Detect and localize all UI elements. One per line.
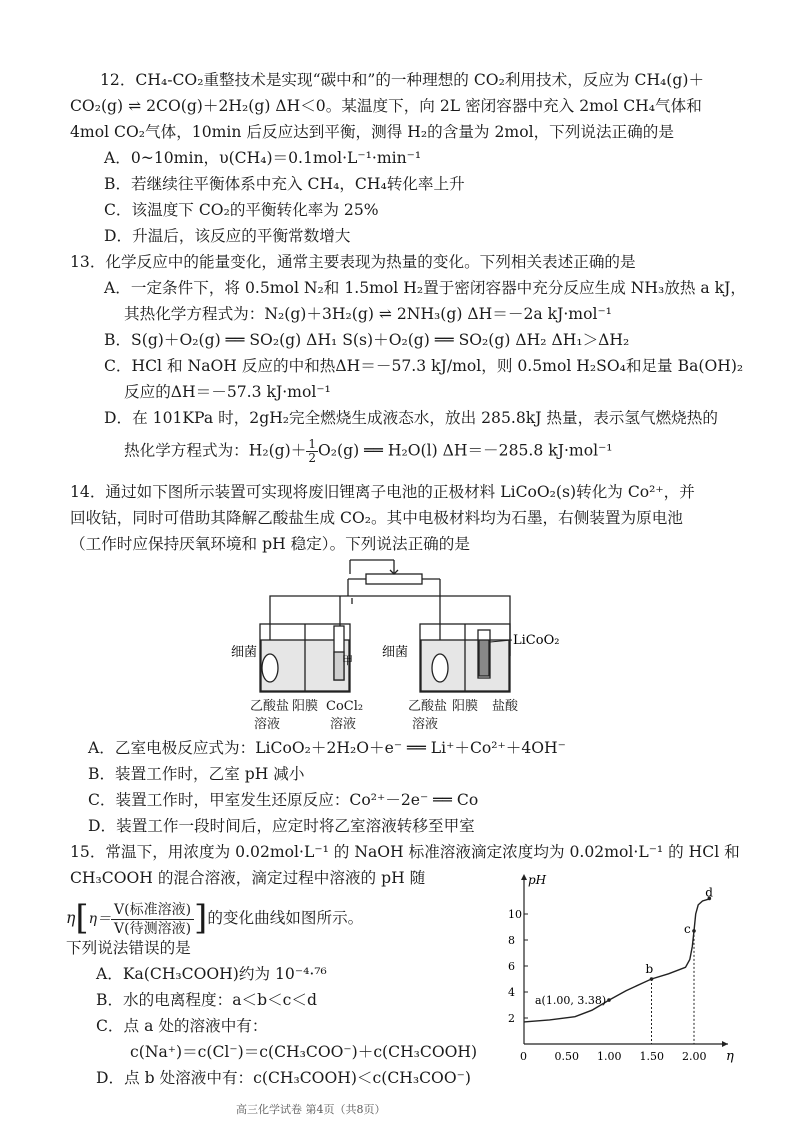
label-solution-1: 溶液 [254,717,281,732]
q14-line2: 回收钴，同时可借助其降解乙酸盐生成 CO₂。其中电极材料均为石墨，右侧装置为原电池 [70,509,683,527]
q12-option-b: B．若继续往平衡体系中充入 CH₄，CH₄转化率上升 [104,175,465,193]
label-cation-membrane-1: 阳膜 [292,699,319,714]
point-a-annotation: a(1.00, 3.38) [535,994,607,1008]
eta-fraction: $\frac{\text{V(标准溶液)}}{\text{V(待测溶液)}}$ [111,901,194,938]
q13-option-a1: A．一定条件下，将 0.5mol N₂和 1.5mol H₂置于密闭容器中充分反应生成 NH₃放热 a kJ， [104,279,746,297]
q15-option-b: B．水的电离程度：a＜b＜c＜d [96,991,317,1009]
q13-option-a2: 其热化学方程式为：N₂(g)＋3H₂(g) ⇌ 2NH₃(g) ΔH＝－2a kJ·mol⁻¹ [124,305,612,323]
q12-option-d: D．升温后，该反应的平衡常数增大 [104,227,351,245]
licoo2-label: LiCoO₂ [513,633,560,648]
label-acetate-2: 乙酸盐 [408,699,448,714]
y-axis-label: pH [528,873,547,887]
q14-option-b: B．装置工作时，乙室 pH 减小 [88,765,305,783]
y-tick-label: 2 [508,1012,515,1025]
x-tick-label: 0.50 [554,1050,579,1063]
q15-line2: CH₃COOH 的混合溶液，滴定过程中溶液的 pH 随 [70,869,426,887]
q13-option-c1: C．HCl 和 NaOH 反应的中和热ΔH＝－57.3 kJ/mol，则 0.5mol H₂SO₄和足量 Ba(OH)₂ [104,357,744,375]
left-electrolytic-cell [260,624,350,692]
jia-label: 甲 [342,654,353,667]
point-c-label: c [684,921,691,936]
q15-line1: 15．常温下，用浓度为 0.02mol·L⁻¹ 的 NaOH 标准溶液滴定浓度均为 0.02mol·L⁻¹ 的 HCl 和 [70,843,740,861]
q14-option-a: A．乙室电极反应式为：LiCoO₂＋2H₂O＋e⁻ ══ Li⁺＋Co²⁺＋4OH⁻ [88,739,566,757]
label-acetate-1: 乙酸盐 [250,699,290,714]
electrochemical-apparatus-diagram [230,556,570,734]
q13-option-d1: D．在 101KPa 时，2gH₂完全燃烧生成液态水，放出 285.8kJ 热量，表示氢气燃烧热的 [104,409,718,427]
q13-d2-part1: 热化学方程式为：H₂(g)＋ [124,441,307,460]
q14-line3: （工作时应保持厌氧环境和 pH 稳定）。下列说法正确的是 [70,535,470,553]
point-b-label: b [645,962,654,976]
q13-option-b: B．S(g)＋O₂(g) ══ SO₂(g) ΔH₁ S(s)＋O₂(g) ══ SO₂(g) ΔH₂ ΔH₁＞ΔH₂ [104,331,630,349]
bacteria-label-left: 细菌 [231,645,258,660]
q12-line3: 4mol CO₂气体，10min 后反应达到平衡，测得 H₂的含量为 2mol，下列说法正确的是 [70,123,674,141]
q13-line1: 13．化学反应中的能量变化，通常主要表现为热量的变化。下列相关表述正确的是 [70,253,636,271]
q12-option-c: C．该温度下 CO₂的平衡转化率为 25% [104,201,379,219]
label-cocl2: CoCl₂ [326,699,364,714]
x-axis-label: η [726,1049,734,1064]
q15-option-c1: C．点 a 处的溶液中有： [96,1017,268,1035]
x-tick-label: 1.00 [597,1050,622,1063]
y-tick-label: 4 [508,986,515,999]
q15-option-a: A．Ka(CH₃COOH)约为 10⁻⁴·⁷⁶ [96,965,327,983]
q15-line4: 下列说法错误的是 [66,939,191,957]
q15-option-c2: c(Na⁺)＝c(Cl⁻)＝c(CH₃COO⁻)＋c(CH₃COOH) [130,1043,478,1061]
q14-option-c: C．装置工作时，甲室发生还原反应：Co²⁺－2e⁻ ══ Co [88,791,479,809]
q15-eta-definition: η[η＝ $\frac{\text{V(标准溶液)}}{\text{V(待测溶液)}}$ ]的变化曲线如图所示。 [66,898,364,938]
q14-option-d: D．装置工作一段时间后，应定时将乙室溶液转移至甲室 [88,817,475,835]
bacteria-label-right: 细菌 [382,645,409,660]
q13-option-d2 [124,438,613,465]
x-tick-label: 2.00 [682,1050,707,1063]
label-solution-3: 溶液 [412,717,439,732]
one-half-fraction: $\frac{1}{2}$ [308,437,316,465]
q13-option-c2: 反应的ΔH＝－57.3 kJ·mol⁻¹ [124,383,331,401]
y-tick-label: 8 [508,934,515,947]
label-solution-2: 溶液 [330,717,357,732]
ph-titration-chart [500,870,740,1066]
label-cation-membrane-2: 阳膜 [452,699,479,714]
q13-d2-part2: O₂(g) ══ H₂O(l) ΔH＝－285.8 kJ·mol⁻¹ [317,441,613,460]
label-hydrochloric-acid: 盐酸 [492,699,519,714]
y-tick-label: 6 [508,960,515,973]
q12-option-a: A．0~10min，υ(CH₄)＝0.1mol·L⁻¹·min⁻¹ [104,149,422,167]
x-tick-label: 1.50 [639,1050,664,1063]
q14-line1: 14．通过如下图所示装置可实现将废旧锂离子电池的正极材料 LiCoO₂(s)转化为 Co²⁺，并 [70,483,695,501]
q12-line2: CO₂(g) ⇌ 2CO(g)＋2H₂(g) ΔH＜0。某温度下，向 2L 密闭容器中充入 2mol CH₄气体和 [70,97,702,115]
point-d-label: d [705,885,713,900]
q12-line1: 12．CH₄-CO₂重整技术是实现“碳中和”的一种理想的 CO₂利用技术，反应为 CH₄(g)＋ [100,71,705,89]
right-galvanic-cell [420,624,510,692]
q15-option-d: D．点 b 处溶液中有：c(CH₃COOH)＜c(CH₃COO⁻) [96,1069,471,1087]
x-axis-arrow [722,1041,728,1047]
x-tick-label: 0 [520,1050,527,1063]
y-tick-label: 10 [508,908,522,921]
page-footer: 高三化学试卷 第4页（共8页） [236,1103,386,1116]
point-a [607,998,611,1002]
y-axis-arrow [521,874,527,880]
